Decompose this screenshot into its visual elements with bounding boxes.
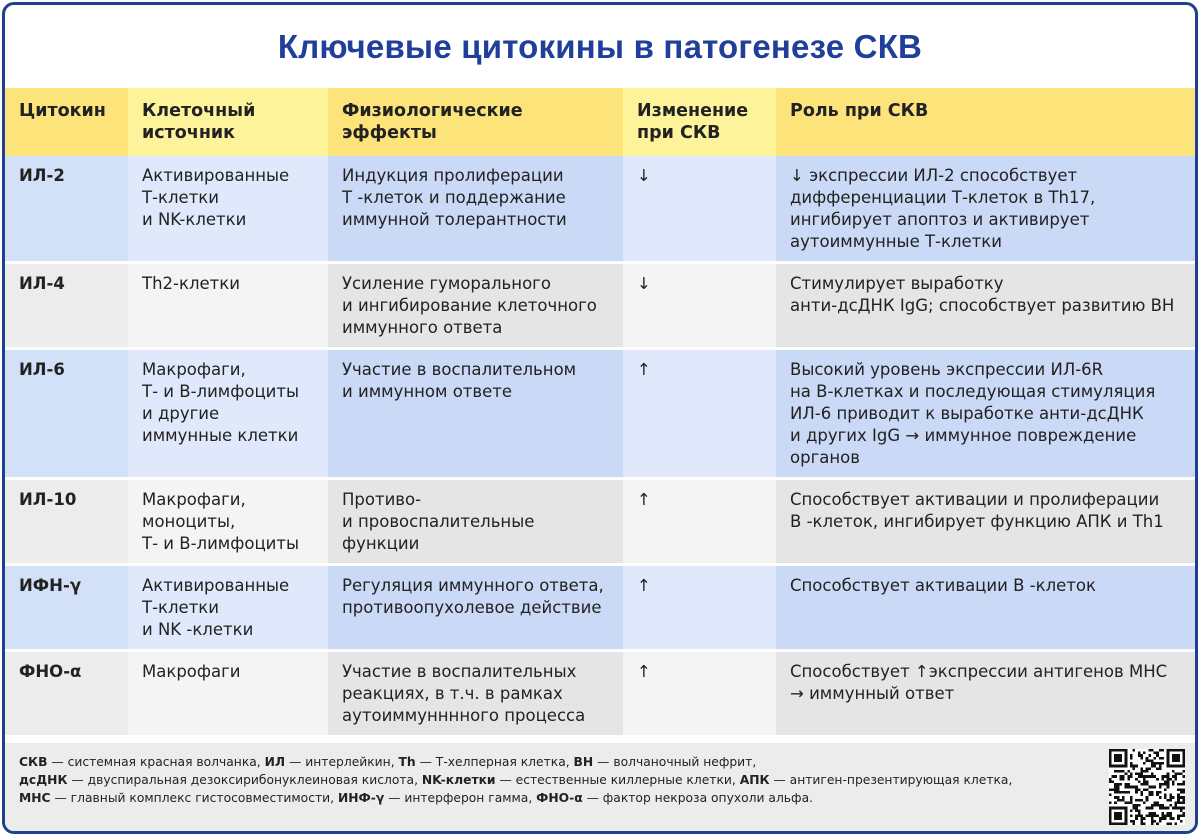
abbr-term: дсДНК xyxy=(19,773,68,787)
cell-change: ↑ xyxy=(623,479,776,565)
header-source: Клеточный источник xyxy=(128,88,328,156)
cytokine-name: ИФН-γ xyxy=(5,565,128,651)
cytokine-name: ИЛ-2 xyxy=(5,156,128,263)
cell-role: Способствует активации и пролиферации В -клеток, ингибирует функцию АПК и Th1 xyxy=(776,479,1198,565)
qr-code-icon[interactable] xyxy=(1109,749,1185,825)
table-row xyxy=(5,651,1198,737)
header-cytokine: Цитокин xyxy=(5,88,128,156)
cell-source: Активированные Т-клетки и NK -клетки xyxy=(128,565,328,651)
cell-effects: Индукция пролиферации Т -клеток и поддержание иммунной толерантности xyxy=(328,156,623,263)
cell-source: Макрофаги, моноциты, Т- и В-лимфоциты xyxy=(128,479,328,565)
table-row xyxy=(5,263,1198,349)
abbr-def: — системная красная волчанка, xyxy=(47,755,265,769)
cell-effects: Противо- и провоспалительные функции xyxy=(328,479,623,565)
cell-change: ↓ xyxy=(623,156,776,263)
abbr-term: NK-клетки xyxy=(421,773,496,787)
abbr-def: — антиген-презентирующая клетка, xyxy=(769,773,1013,787)
abbr-def: — интерферон гамма, xyxy=(384,791,537,805)
cytokine-name: ФНО-α xyxy=(5,651,128,737)
cell-role: Способствует ↑экспрессии антигенов MHC → иммунный ответ xyxy=(776,651,1198,737)
table-row xyxy=(5,565,1198,651)
table-row xyxy=(5,156,1198,263)
cytokine-name: ИЛ-6 xyxy=(5,349,128,479)
cell-role: Способствует активации В -клеток xyxy=(776,565,1198,651)
abbr-term: ИНФ-γ xyxy=(337,791,385,805)
cell-role: Высокий уровень экспрессии ИЛ-6R на В-клетках и последующая стимуляция ИЛ-6 приводит к выработке анти-дсДНК и других IgG → иммунное повреждение органов xyxy=(776,349,1198,479)
footnote-line xyxy=(19,753,1095,771)
table-header-row xyxy=(5,88,1198,156)
cytokine-name: ИЛ-4 xyxy=(5,263,128,349)
abbr-term: ВН xyxy=(573,755,594,769)
cell-effects: Усиление гуморального и ингибирование клеточного иммунного ответа xyxy=(328,263,623,349)
cell-role: Стимулирует выработку анти-дсДНК IgG; способствует развитию ВН xyxy=(776,263,1198,349)
abbr-term: СКВ xyxy=(19,755,48,769)
abbr-def: — главный комплекс гистосовместимости, xyxy=(50,791,338,805)
cell-change: ↑ xyxy=(623,349,776,479)
table-row xyxy=(5,349,1198,479)
abbr-def: — Т-хелперная клетка, xyxy=(415,755,574,769)
abbr-def: — волчаночный нефрит, xyxy=(593,755,757,769)
cell-change: ↑ xyxy=(623,651,776,737)
abbr-term: АПК xyxy=(739,773,770,787)
infographic-frame xyxy=(2,2,1198,834)
abbr-def: — двуспиральная дезоксирибонуклеиновая кислота, xyxy=(67,773,422,787)
cytokine-name: ИЛ-10 xyxy=(5,479,128,565)
table-row xyxy=(5,479,1198,565)
cytokine-table xyxy=(5,88,1198,738)
cell-source: Макрофаги xyxy=(128,651,328,737)
abbr-def: — интерлейкин, xyxy=(285,755,399,769)
footnote-line xyxy=(19,771,1095,789)
cell-source: Макрофаги, Т- и В-лимфоциты и другие иммунные клетки xyxy=(128,349,328,479)
header-change: Изменение при СКВ xyxy=(623,88,776,156)
abbreviations-footnote xyxy=(5,743,1195,831)
cell-source: Th2-клетки xyxy=(128,263,328,349)
abbr-term: Th xyxy=(398,755,416,769)
abbr-def: — фактор некроза опухоли альфа. xyxy=(582,791,814,805)
page-title: Ключевые цитокины в патогенезе СКВ xyxy=(277,27,923,65)
cell-effects: Участие в воспалительных реакциях, в т.ч. в рамках аутоиммунннного процесса xyxy=(328,651,623,737)
cell-source: Активированные Т-клетки и NK-клетки xyxy=(128,156,328,263)
cell-role: ↓ экспрессии ИЛ-2 способствует дифференциации Т-клеток в Th17, ингибирует апоптоз и активирует аутоиммунные Т-клетки xyxy=(776,156,1198,263)
abbr-term: MHC xyxy=(19,791,51,805)
cell-effects: Регуляция иммунного ответа, противоопухолевое действие xyxy=(328,565,623,651)
cell-effects: Участие в воспалительном и иммунном ответе xyxy=(328,349,623,479)
abbr-term: ФНО-α xyxy=(536,791,583,805)
header-role: Роль при СКВ xyxy=(776,88,1198,156)
abbr-def: — естественные киллерные клетки, xyxy=(495,773,740,787)
cell-change: ↑ xyxy=(623,565,776,651)
header-effects: Физиологические эффекты xyxy=(328,88,623,156)
footnote-line xyxy=(19,789,1095,807)
abbr-term: ИЛ xyxy=(264,755,286,769)
cell-change: ↓ xyxy=(623,263,776,349)
